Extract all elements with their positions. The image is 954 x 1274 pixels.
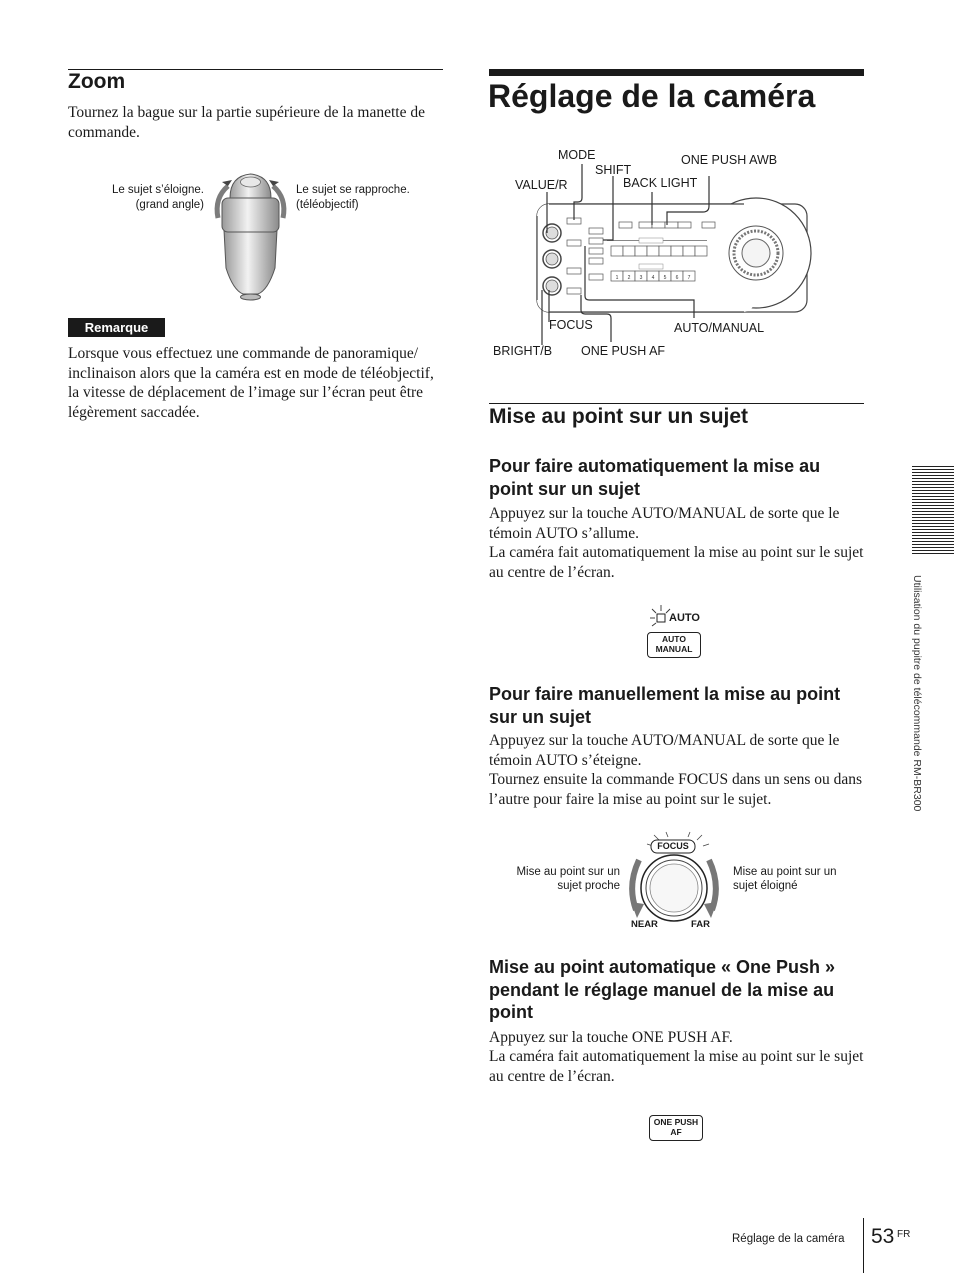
near-label-2: sujet proche bbox=[557, 880, 620, 892]
auto-manual-button bbox=[647, 632, 701, 658]
zoom-text: Tournez la bague sur la partie supérieure de la manette de commande. bbox=[68, 104, 425, 141]
key-number: 6 bbox=[675, 275, 679, 281]
onepush-heading: Mise au point automatique « One Push » pendant le réglage manuel de la mise au point bbox=[489, 957, 836, 1022]
label-one-push-af: ONE PUSH AF bbox=[581, 344, 666, 358]
label-mode: MODE bbox=[558, 148, 596, 162]
far-label-1: Mise au point sur un bbox=[733, 866, 837, 878]
zoom-label-tele-2: (téléobjectif) bbox=[296, 199, 359, 211]
label-one-push-awb: ONE PUSH AWB bbox=[681, 153, 778, 167]
focus-section-title: Mise au point sur un sujet bbox=[489, 405, 749, 428]
main-title-bar bbox=[489, 69, 864, 76]
footer-divider bbox=[863, 1218, 864, 1273]
label-back-light: BACK LIGHT bbox=[623, 176, 698, 190]
near-label-1: Mise au point sur un bbox=[516, 866, 620, 878]
key-number: 7 bbox=[687, 275, 691, 281]
sidebar-stripes bbox=[912, 466, 954, 556]
page-lang: FR bbox=[897, 1229, 911, 1240]
page-title: Réglage de la caméra bbox=[488, 78, 816, 114]
zoom-heading: Zoom bbox=[68, 70, 126, 93]
key-number: 4 bbox=[651, 275, 655, 281]
zoom-label-tele-1: Le sujet se rapproche. bbox=[296, 184, 410, 196]
key-number: 5 bbox=[663, 275, 667, 281]
auto-focus-p2: La caméra fait automatiquement la mise au point sur le sujet au centre de l’écran. bbox=[489, 544, 864, 581]
label-focus: FOCUS bbox=[549, 318, 593, 332]
far-label-2: sujet éloigné bbox=[733, 880, 798, 892]
auto-indicator-label: AUTO bbox=[669, 612, 700, 624]
one-push-af-line2: AF bbox=[670, 1126, 682, 1137]
near-text: NEAR bbox=[631, 919, 658, 930]
one-push-af-button bbox=[649, 1115, 703, 1141]
auto-manual-button-line1: AUTO bbox=[662, 634, 686, 644]
focus-dial-illustration bbox=[495, 830, 865, 935]
one-push-af-line1: ONE PUSH bbox=[653, 1117, 699, 1127]
focus-rule bbox=[489, 403, 864, 404]
remarque-badge: Remarque bbox=[68, 318, 165, 337]
sidebar-vertical-text-box bbox=[911, 575, 925, 845]
key-number: 1 bbox=[615, 275, 619, 281]
onepush-p2: La caméra fait automatiquement la mise au point sur le sujet au centre de l’écran. bbox=[489, 1048, 864, 1085]
key-number: 3 bbox=[639, 275, 643, 281]
zoom-label-wide-2: (grand angle) bbox=[135, 199, 204, 211]
zoom-label-wide-1: Le sujet s’éloigne. bbox=[111, 184, 204, 196]
auto-focus-heading: Pour faire automatiquement la mise au point sur un sujet bbox=[489, 456, 821, 499]
zoom-illustration bbox=[98, 168, 438, 303]
far-text: FAR bbox=[691, 919, 710, 930]
focus-dial-label: FOCUS bbox=[657, 841, 689, 851]
label-shift: SHIFT bbox=[595, 163, 632, 177]
auto-focus-p1: Appuyez sur la touche AUTO/MANUAL de sorte que le témoin AUTO s’allume. bbox=[489, 505, 840, 542]
manual-focus-heading: Pour faire manuellement la mise au point sur un sujet bbox=[489, 684, 841, 727]
control-panel-diagram bbox=[489, 140, 864, 375]
label-auto-manual: AUTO/MANUAL bbox=[674, 321, 765, 335]
manual-focus-p2: Tournez ensuite la commande FOCUS dans un sens ou dans l’autre pour faire la mise au point sur le sujet. bbox=[489, 771, 863, 808]
onepush-p1: Appuyez sur la touche ONE PUSH AF. bbox=[489, 1029, 733, 1046]
remarque-text: Lorsque vous effectuez une commande de panoramique/ inclinaison alors que la caméra est en mode de téléobjectif, la vitesse de déplacement de l’image sur l’écran peut être légèrement saccadée. bbox=[68, 345, 434, 421]
auto-lamp-icon bbox=[644, 604, 672, 630]
joystick-icon bbox=[208, 168, 293, 303]
manual-focus-p1: Appuyez sur la touche AUTO/MANUAL de sorte que le témoin AUTO s’éteigne. bbox=[489, 732, 840, 769]
page-number: 53 bbox=[871, 1225, 895, 1248]
key-number: 2 bbox=[627, 275, 631, 281]
footer-section: Réglage de la caméra bbox=[732, 1233, 845, 1245]
sidebar-text: Utilisation du pupitre de télécommande RM-BR300 bbox=[911, 575, 923, 812]
auto-manual-illustration bbox=[644, 604, 724, 660]
label-bright-b: BRIGHT/B bbox=[493, 344, 553, 358]
auto-manual-button-line2: MANUAL bbox=[655, 643, 693, 654]
label-value-r: VALUE/R bbox=[515, 178, 568, 192]
